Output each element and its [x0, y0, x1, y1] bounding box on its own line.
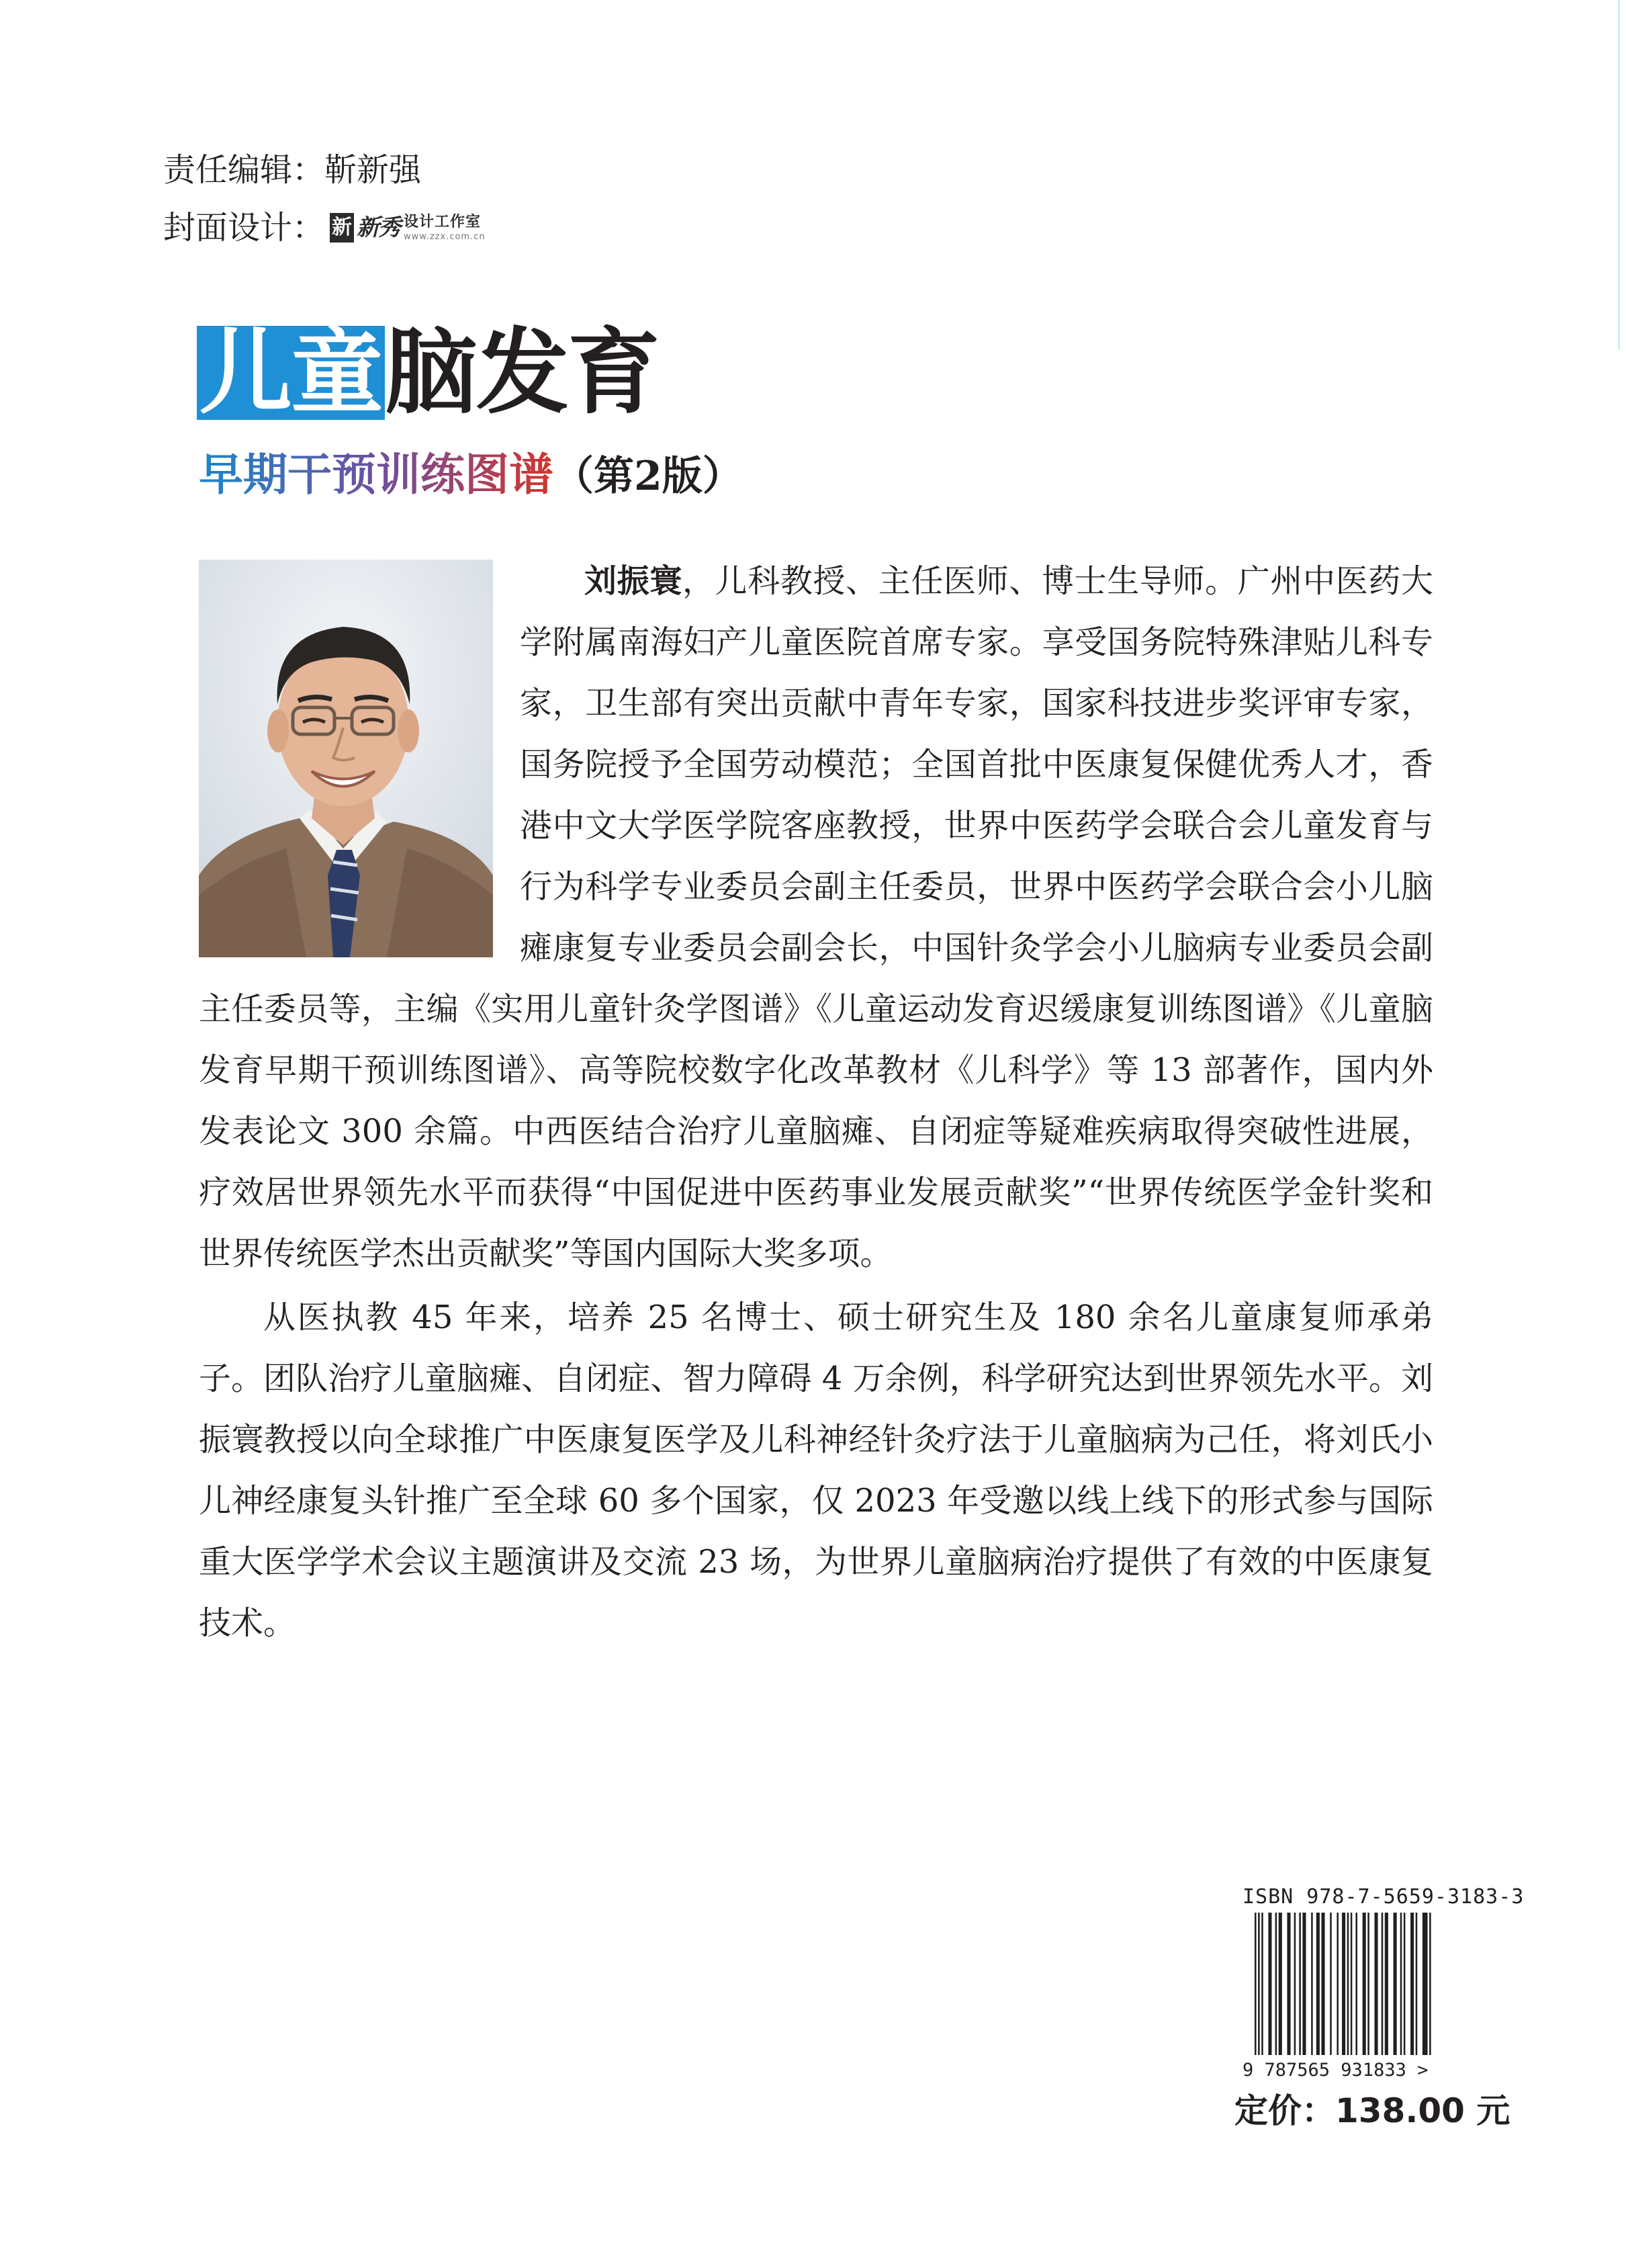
bio-paragraph-2: 从医执教 45 年来，培养 25 名博士、硕士研究生及 180 余名儿童康复师承弟子。团队治疗儿童脑瘫、自闭症、智力障碍 4 万余例，科学研究达到世界领先水平。刘振寰教授以向全球推广中医康复医学及儿科神经针灸疗法于儿童脑病为己任，将刘氏小儿神经康复头针推广至全球 60 多个国家，仅 2023 年受邀以线上线下的形式参与国际重大医学学术会议主题演讲及交流 23 场，为世界儿童脑病治疗提供了有效的中医康复技术。: [199, 1299, 1433, 1642]
price: [1234, 2084, 1510, 2132]
price-label: 定价：: [1234, 2091, 1335, 2130]
barcode-bar: [1404, 1913, 1406, 2055]
barcode-bar: [1416, 1913, 1418, 2055]
studio-logo-cn: 设计工作室: [404, 213, 482, 230]
barcode-bar: [1385, 1913, 1388, 2055]
barcode-bar: [1342, 1913, 1345, 2055]
barcode-bar: [1337, 1913, 1339, 2055]
barcode-bar: [1351, 1913, 1353, 2055]
barcode-bar: [1316, 1913, 1320, 2055]
editor-label: 责任编辑：: [163, 151, 325, 189]
barcode-image: [1243, 1913, 1498, 2081]
designer-label: 封面设计：: [163, 209, 325, 247]
barcode-bar: [1375, 1913, 1378, 2055]
barcode-bar: [1363, 1913, 1366, 2055]
author-biography: [199, 551, 1433, 1654]
price-amount: 138.00: [1335, 2091, 1465, 2130]
book-title-rest: 脑发育: [385, 318, 660, 427]
book-edition: （第2版）: [553, 453, 743, 500]
isbn-number: ISBN 978-7-5659-3183-3: [1243, 1885, 1525, 1909]
studio-logo-url: www.zzx.com.cn: [404, 231, 486, 242]
barcode-bar: [1299, 1913, 1301, 2055]
barcode-bar: [1321, 1913, 1324, 2055]
barcode-bar: [1355, 1913, 1357, 2055]
book-subtitle: [199, 446, 743, 505]
studio-logo-text: 新秀: [357, 214, 400, 241]
barcode-digits: 9 787565 931833 >: [1243, 2060, 1429, 2081]
barcode-bar: [1347, 1913, 1349, 2055]
barcode-bar: [1410, 1913, 1414, 2055]
barcode-bar: [1255, 1913, 1257, 2055]
editor-name: 靳新强: [324, 151, 422, 189]
barcode-bar: [1258, 1913, 1260, 2055]
barcode-bar: [1394, 1913, 1397, 2055]
barcode-bar: [1400, 1913, 1402, 2055]
studio-mark-icon: 新: [330, 213, 354, 243]
editor-credit: [163, 141, 503, 199]
book-title: [197, 318, 660, 427]
barcode-bar: [1302, 1913, 1306, 2055]
credits: [163, 141, 503, 257]
barcode-bar: [1367, 1913, 1369, 2055]
price-unit: 元: [1476, 2091, 1510, 2130]
book-subtitle-main: 早期干预训练图谱: [199, 449, 553, 500]
isbn-barcode-block: [1243, 1885, 1525, 2081]
designer-credit: [163, 199, 503, 257]
barcode-bar: [1294, 1913, 1296, 2055]
barcode-bar: [1268, 1913, 1271, 2055]
barcode-bar: [1261, 1913, 1263, 2055]
barcode-bar: [1426, 1913, 1428, 2055]
barcode-bar: [1287, 1913, 1290, 2055]
barcode-bar: [1429, 1913, 1431, 2055]
barcode-bar: [1330, 1913, 1332, 2055]
barcode-bar: [1382, 1913, 1384, 2055]
barcode-bar: [1422, 1913, 1426, 2055]
book-title-highlight: 儿童: [197, 326, 385, 420]
author-name: 刘振寰: [584, 562, 682, 600]
barcode-bar: [1311, 1913, 1313, 2055]
edge-guide-line: [1618, 0, 1620, 349]
design-studio-logo: [330, 211, 503, 245]
barcode-bar: [1275, 1913, 1277, 2055]
barcode-bar: [1279, 1913, 1282, 2055]
bio-paragraph-1-text: ，儿科教授、主任医师、博士生导师。广州中医药大学附属南海妇产儿童医院首席专家。享受国务院特殊津贴儿科专家，卫生部有突出贡献中青年专家，国家科技进步奖评审专家，国务院授予全国劳动模范；全国首批中医康复保健优秀人才，香港中文大学医学院客座教授，世界中医药学会联合会儿童发育与行为科学专业委员会副主任委员，世界中医药学会联合会小儿脑瘫康复专业委员会副会长，中国针灸学会小儿脑病专业委员会副主任委员等，主编《实用儿童针灸学图谱》《儿童运动发育迟缓康复训练图谱》《儿童脑发育早期干预训练图谱》、高等院校数字化改革教材《儿科学》等 13 部著作，国内外发表论文 300 余篇。中西医结合治疗儿童脑瘫、自闭症等疑难疾病取得突破性进展，疗效居世界领先水平而获得“中国促进中医药事业发展贡献奖”“世界传统医学金针奖和世界传统医学杰出贡献奖”等国内国际大奖多项。: [199, 562, 1433, 1272]
